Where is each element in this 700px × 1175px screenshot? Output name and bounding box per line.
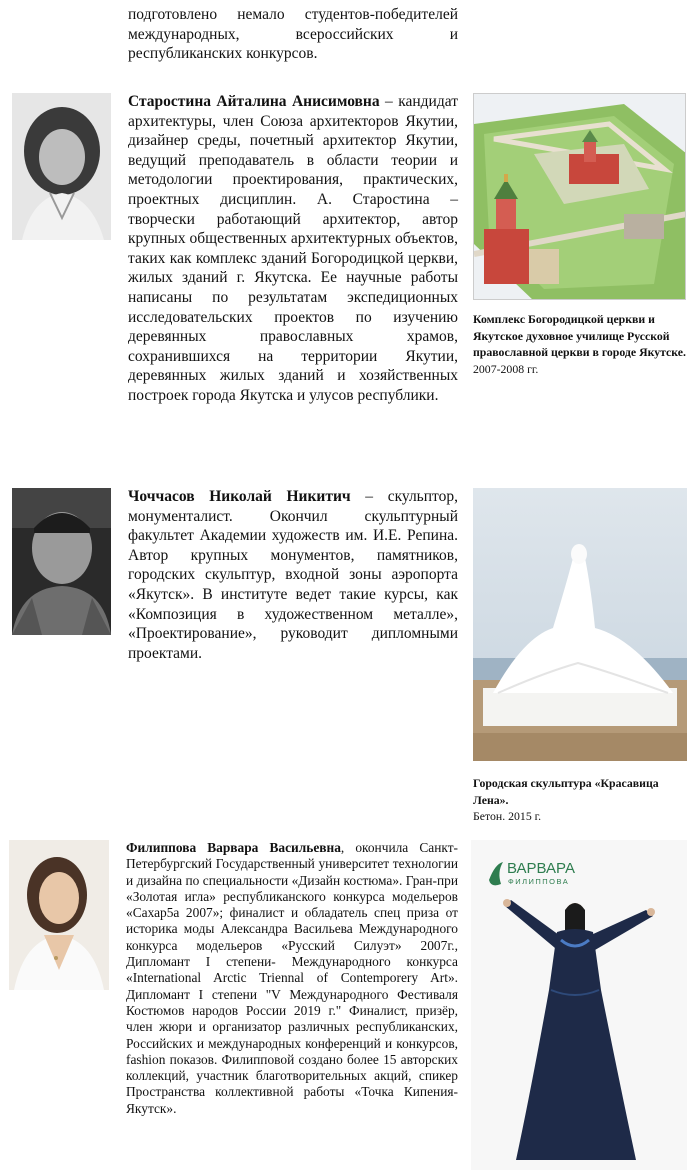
church-caption-title: Комплекс Богородицкой церкви и Якутское духовное училище Русской православной церкви в городе Якутске. — [473, 312, 686, 359]
starostina-bio — [128, 92, 458, 406]
sculpture-caption-date: Бетон. 2015 г. — [473, 809, 542, 823]
chochchasov-bio — [128, 487, 458, 663]
starostina-portrait — [12, 93, 111, 240]
filippova-portrait — [9, 840, 109, 990]
church-caption-date: 2007-2008 гг. — [473, 361, 539, 376]
filippova-fashion-photo — [471, 840, 687, 1170]
intro-paragraph — [128, 5, 458, 64]
filippova-name: Филиппова Варвара Васильевна — [126, 840, 341, 855]
chochchasov-name: Чоччасов Николай Никитич — [128, 488, 351, 505]
brand-name-top: ВАРВАРА — [507, 860, 576, 877]
starostina-name: Старостина Айталина Анисимовна — [128, 93, 380, 110]
starostina-bio-text: – кандидат архитектуры, член Союза архитекторов Якутии, дизайнер среды, почетный архитектор Якутии, ведущий преподаватель в области теории и методологии проектирования, практических, проектных дисциплин. А. Старостина – творчески работающий архитектор, автор крупных общественных архитектурных объектов, таких как комплекс зданий Богородицкой церкви, жилых зданий г. Якутска. Ее научные работы написаны по результатам экспедиционных исследовательских проектов по изучению деревянных православных храмов, сохранившихся на территории Якутии, деревянных жилых зданий и хозяйственных построек города Якутска и улусов республики. — [128, 93, 458, 404]
filippova-bio-text: , окончила Санкт-Петербургский Государственный университет технологии и дизайна по специальности «Дизайн костюма». Гран-при «Золотая игла» республиканского конкурса модельеров «Сахар5а 2007»; финалист и обладатель спец приза от историка моды Александра Васильева Международного конкурса модельеров «Русский Силуэт» 2007г., Дипломант I степени- Международного конкурса «International Arctic Triennal of Contemporery Art». Дипломант I степени "V Международного Фестиваля Костюмов народов России 2019 г." Финалист, призёр, член жюри и организатор различных республиканских, Российских и международных конференций и конкурсов, fashion показов. Филипповой создано более 15 авторских коллекций, участник благотворительных акций, спикер Пространства коллективной работы «Точка Кипения-Якутск». — [126, 840, 458, 1116]
filippova-bio — [126, 840, 458, 1117]
chochchasov-portrait — [12, 488, 111, 635]
church-caption — [473, 311, 688, 377]
sculpture-caption — [473, 775, 688, 825]
brand-name-bottom: ФИЛИППОВА — [508, 877, 570, 886]
church-complex-render — [473, 93, 686, 300]
sculpture-photo — [473, 488, 687, 761]
intro-text: подготовлено немало студентов-победителей международных, всероссийских и республиканских конкурсов. — [128, 6, 458, 63]
chochchasov-bio-text: – скульптор, монументалист. Окончил скульптурный факультет Академии художеств им. И.Е. Репина. Автор крупных монументов, памятников, городских скульптур, входной зоны аэропорта «Якутск». В институте ведет такие курсы, как «Композиция в художественном металле», «Проектирование», руководит дипломными проектами. — [128, 488, 458, 662]
sculpture-caption-title: Городская скульптура «Красавица Лена». — [473, 776, 659, 807]
